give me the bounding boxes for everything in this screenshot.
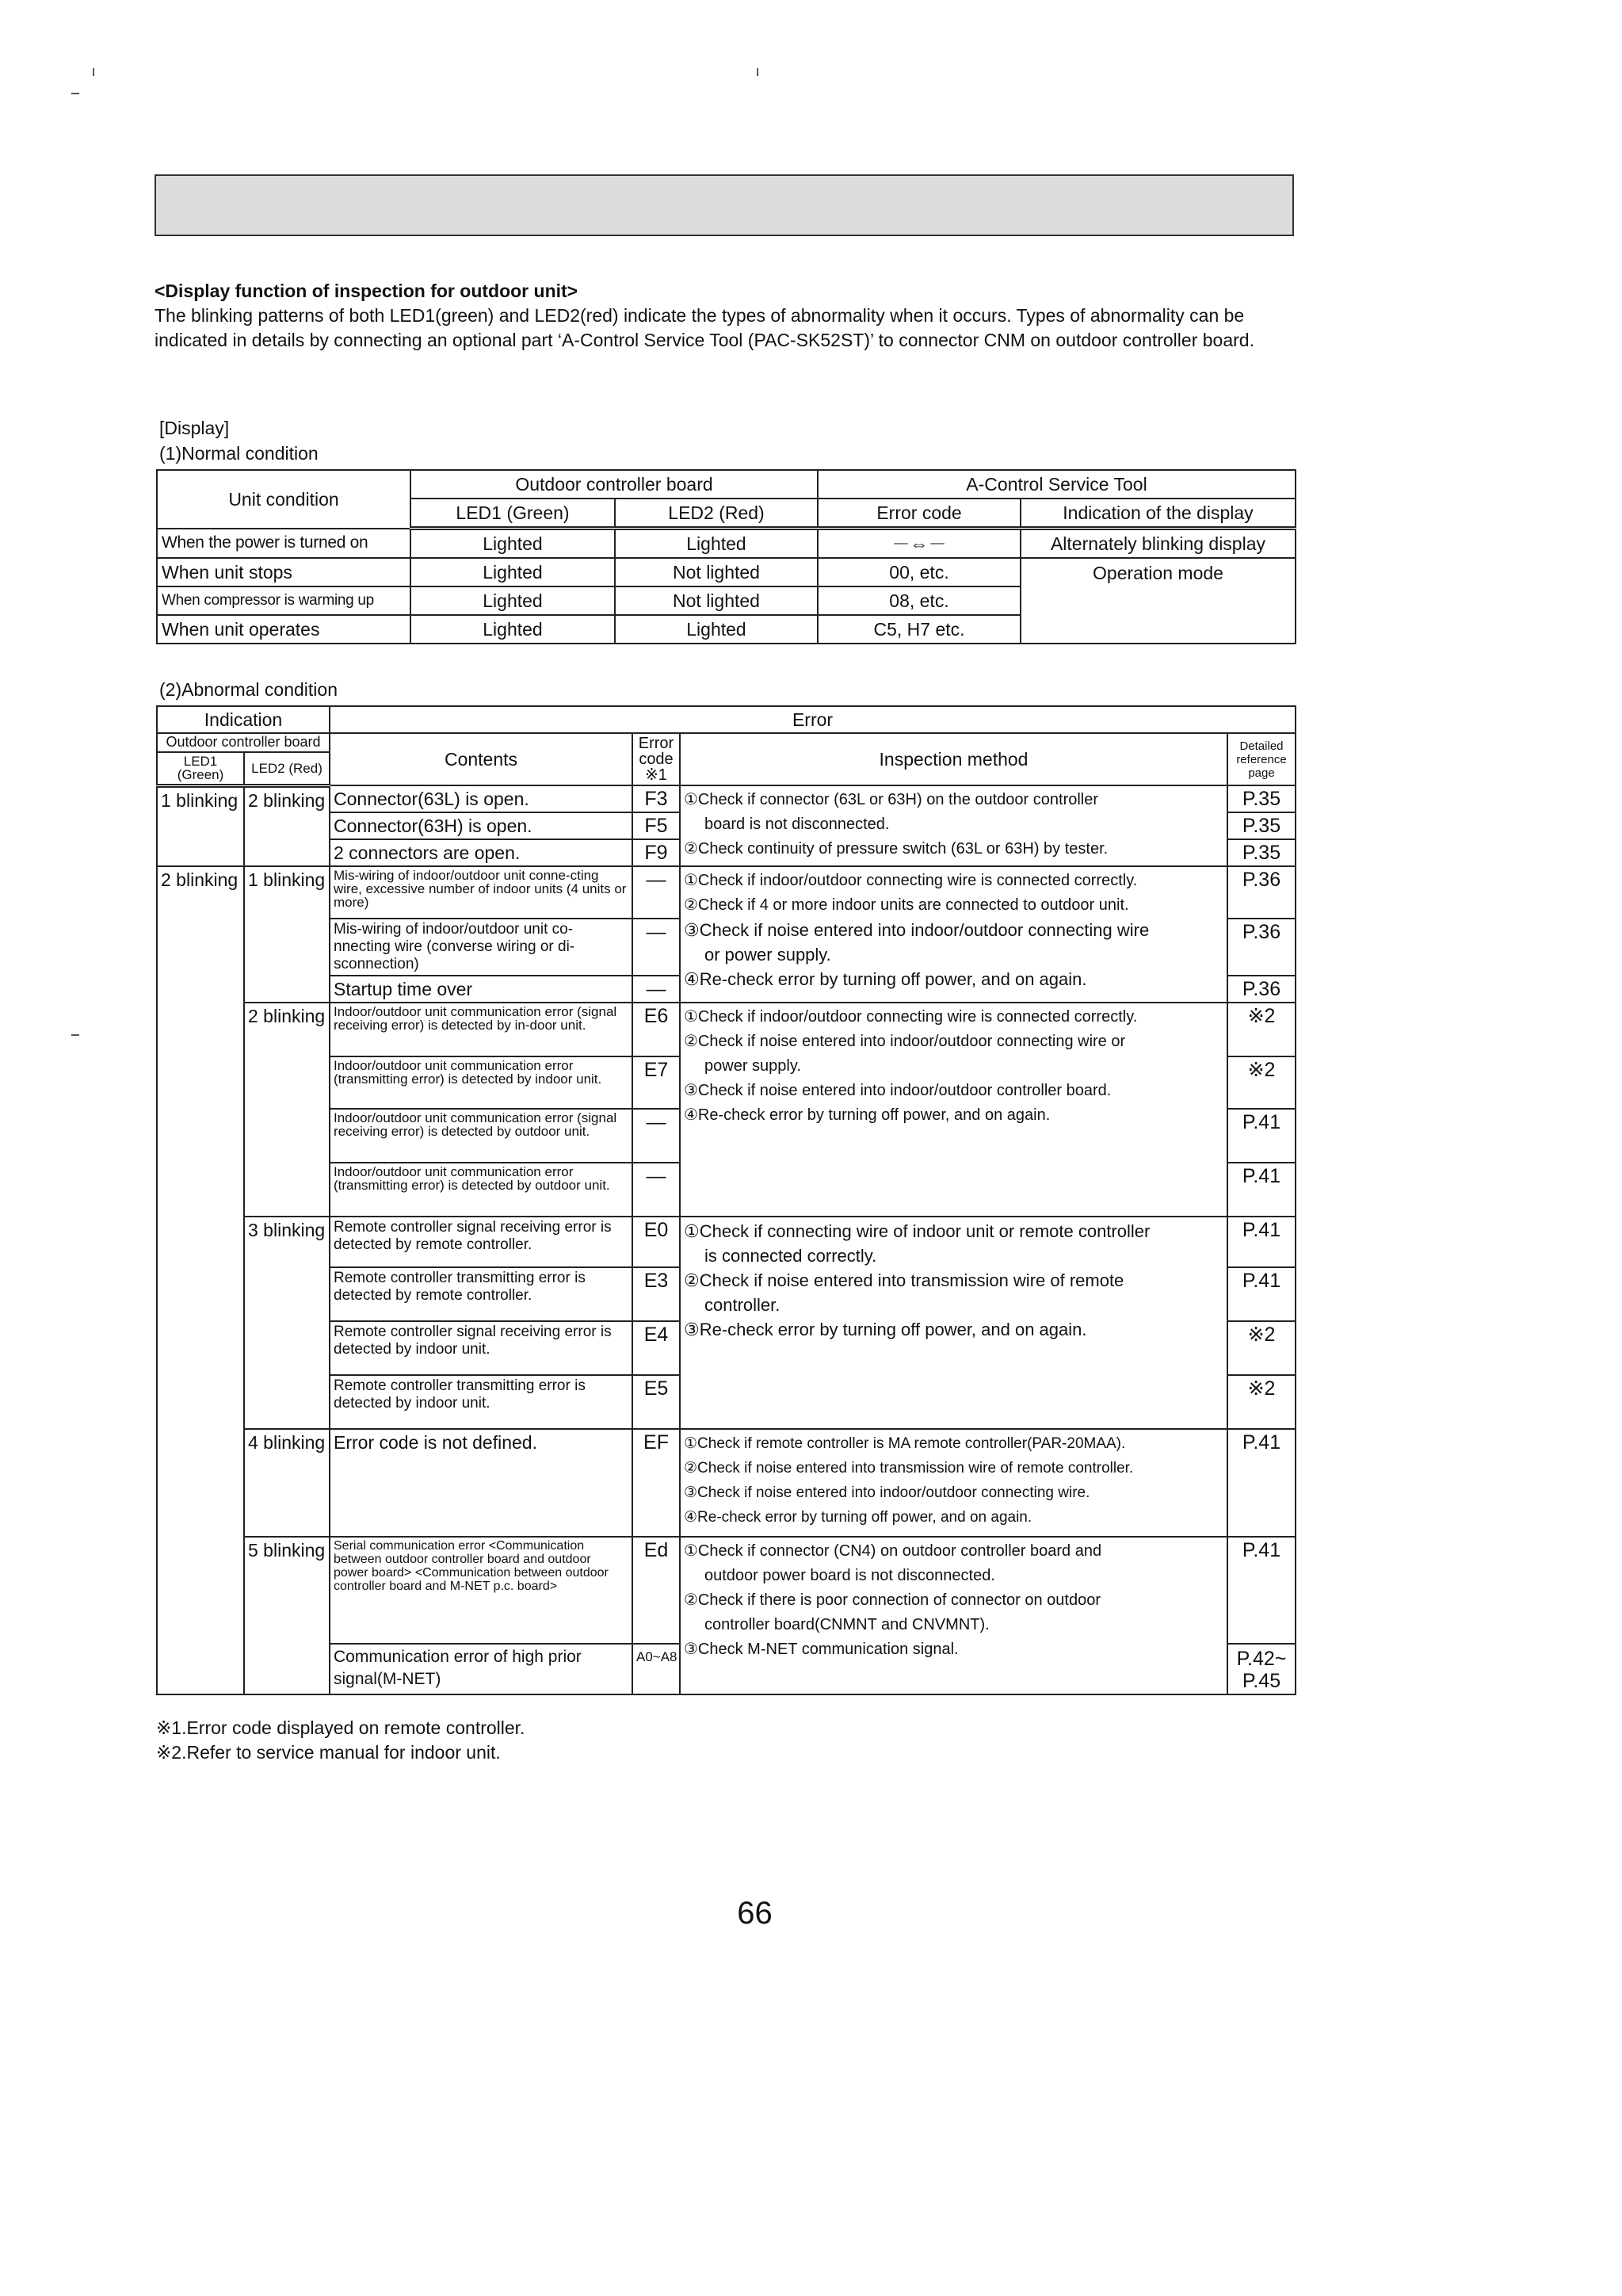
method-line: ③Check if noise entered into indoor/outdoor controller board. [684, 1082, 1112, 1099]
reference-cell: P.41 [1227, 1537, 1296, 1644]
reference-cell: P.41 [1227, 1217, 1296, 1267]
footnote-2: ※2.Refer to service manual for indoor unit. [156, 1742, 501, 1763]
method-line: ②Check if 4 or more indoor units are connected to outdoor unit. [684, 896, 1129, 914]
method-line: ③Re-check error by turning off power, and on again. [684, 1320, 1087, 1339]
header-error-code: Error code ※1 [632, 733, 680, 785]
header-board: Outdoor controller board [157, 733, 330, 752]
method-line: ①Check if connector (63L or 63H) on the outdoor controller [684, 791, 1099, 808]
header-service-tool: A-Control Service Tool [818, 470, 1296, 499]
section-header-bar [155, 174, 1294, 236]
crop-mark [93, 68, 94, 76]
error-code-cell: — [632, 976, 680, 1003]
reference-cell: P.42~ P.45 [1227, 1644, 1296, 1694]
contents-cell: Remote controller transmitting error is detected by indoor unit. [330, 1375, 632, 1429]
contents-cell: Mis-wiring of indoor/outdoor unit conne-cting wire, excessive number of indoor units (4 units or more) [330, 866, 632, 919]
reference-cell: P.41 [1227, 1109, 1296, 1163]
method-line: controller. [704, 1295, 780, 1315]
reference-cell: P.36 [1227, 976, 1296, 1003]
table-row [157, 1429, 1296, 1537]
reference-cell: P.35 [1227, 785, 1296, 812]
inspection-cell [680, 1537, 1227, 1694]
error-code-cell: E3 [632, 1267, 680, 1321]
contents-cell: Startup time over [330, 976, 632, 1003]
reference-cell: ※2 [1227, 1056, 1296, 1109]
led2-cell: 3 blinking [244, 1217, 330, 1429]
error-code-cell: A0~A8 [632, 1644, 680, 1694]
method-line: ④Re-check error by turning off power, and on again. [684, 1509, 1032, 1526]
method-line: controller board(CNMNT and CNVMNT). [704, 1616, 990, 1633]
indication-cell: Alternately blinking display [1021, 529, 1296, 559]
error-code-cell: 00, etc. [818, 558, 1021, 586]
led1-cell: Lighted [410, 615, 615, 644]
method-line: ②Check if noise entered into transmission wire of remote controller. [684, 1460, 1134, 1477]
method-line: ③Check if noise entered into indoor/outdoor connecting wire [684, 920, 1150, 940]
header-led2: LED2 (Red) [244, 752, 330, 785]
reference-cell: ※2 [1227, 1321, 1296, 1375]
method-line: outdoor power board is not disconnected. [704, 1567, 995, 1584]
led1-cell: 2 blinking [157, 866, 244, 1694]
abnormal-condition-label: (2)Abnormal condition [159, 679, 338, 700]
led1-cell: 1 blinking [157, 785, 244, 866]
intro-title: <Display function of inspection for outdoor unit> [155, 281, 578, 301]
contents-cell: Connector(63H) is open. [330, 812, 632, 839]
header-unit-condition: Unit condition [157, 470, 410, 529]
table-row [157, 1003, 1296, 1056]
table-row [157, 558, 1296, 586]
normal-condition-table [156, 469, 1296, 644]
led1-cell: Lighted [410, 586, 615, 615]
led2-cell: Not lighted [615, 558, 818, 586]
led2-cell: 5 blinking [244, 1537, 330, 1694]
method-line: ③Check M-NET communication signal. [684, 1641, 959, 1658]
error-code-cell: F9 [632, 839, 680, 866]
method-line: power supply. [704, 1057, 801, 1075]
table-row [157, 1217, 1296, 1267]
contents-cell: Error code is not defined. [330, 1429, 632, 1537]
inspection-cell [680, 1217, 1227, 1429]
error-code-cell: 08, etc. [818, 586, 1021, 615]
reference-cell: ※2 [1227, 1375, 1296, 1429]
footnotes [156, 1716, 525, 1765]
method-line: ②Check if there is poor connection of connector on outdoor [684, 1591, 1101, 1609]
header-led2: LED2 (Red) [615, 499, 818, 529]
header-indication: Indication of the display [1021, 499, 1296, 529]
error-code-cell: — [632, 919, 680, 976]
method-line: is connected correctly. [704, 1246, 877, 1266]
contents-cell: Communication error of high prior signal(M-NET) [330, 1644, 632, 1694]
method-line: ②Check if noise entered into indoor/outdoor connecting wire or [684, 1033, 1126, 1050]
led2-cell: Not lighted [615, 586, 818, 615]
led1-cell: Lighted [410, 558, 615, 586]
header-error-code: Error code [818, 499, 1021, 529]
header-contents: Contents [330, 733, 632, 785]
error-code-cell: C5, H7 etc. [818, 615, 1021, 644]
crop-mark [757, 68, 758, 76]
led2-cell: 2 blinking [244, 785, 330, 866]
led2-cell: Lighted [615, 615, 818, 644]
method-line: ④Re-check error by turning off power, and on again. [684, 969, 1087, 989]
inspection-cell [680, 1429, 1227, 1537]
display-label: [Display] [159, 418, 230, 438]
method-line: ①Check if indoor/outdoor connecting wire is connected correctly. [684, 1008, 1138, 1026]
header-led1: LED1 (Green) [157, 752, 244, 785]
led2-cell: 1 blinking [244, 866, 330, 1003]
method-line: or power supply. [704, 945, 831, 965]
error-code-cell: －⇔－ [818, 529, 1021, 559]
led2-cell: 4 blinking [244, 1429, 330, 1537]
method-line: ①Check if indoor/outdoor connecting wire is connected correctly. [684, 872, 1138, 889]
contents-cell: Remote controller transmitting error is detected by remote controller. [330, 1267, 632, 1321]
intro-paragraph: The blinking patterns of both LED1(green) and LED2(red) indicate the types of abnormality when it occurs. Types of abnormality can be indicated in details by connecting an optional part ‘A-Control Service Tool (PAC-SK52ST)’ to connector CNM on outdoor controller board. [155, 305, 1254, 350]
led2-cell: Lighted [615, 529, 818, 559]
error-code-cell: E5 [632, 1375, 680, 1429]
method-line: ③Check if noise entered into indoor/outdoor connecting wire. [684, 1484, 1090, 1501]
method-line: ②Check if noise entered into transmission wire of remote [684, 1270, 1124, 1290]
error-code-cell: — [632, 1163, 680, 1217]
method-line: ①Check if remote controller is MA remote controller(PAR-20MAA). [684, 1435, 1126, 1452]
method-line: ①Check if connector (CN4) on outdoor controller board and [684, 1542, 1102, 1560]
method-line: ④Re-check error by turning off power, and on again. [684, 1106, 1051, 1124]
indication-cell: Operation mode [1021, 558, 1296, 644]
header-outdoor-board: Outdoor controller board [410, 470, 818, 499]
led1-cell: Lighted [410, 529, 615, 559]
header-error: Error [330, 706, 1296, 733]
footnote-1: ※1.Error code displayed on remote controller. [156, 1717, 525, 1738]
inspection-cell [680, 866, 1227, 1003]
crop-mark [71, 1034, 79, 1036]
error-code-cell: E6 [632, 1003, 680, 1056]
header-indication: Indication [157, 706, 330, 733]
normal-condition-label: (1)Normal condition [159, 443, 319, 464]
contents-cell: Remote controller signal receiving error is detected by remote controller. [330, 1217, 632, 1267]
error-code-cell: E7 [632, 1056, 680, 1109]
inspection-cell [680, 1003, 1227, 1217]
error-code-cell: F5 [632, 812, 680, 839]
abnormal-condition-table [156, 705, 1296, 1695]
condition-cell: When unit operates [157, 615, 410, 644]
reference-cell: P.36 [1227, 866, 1296, 919]
table-row [157, 529, 1296, 559]
contents-cell: Mis-wiring of indoor/outdoor unit co-nnecting wire (converse wiring or di-sconnection) [330, 919, 632, 976]
condition-cell: When unit stops [157, 558, 410, 586]
page-number: 66 [737, 1896, 773, 1931]
error-code-cell: Ed [632, 1537, 680, 1644]
crop-mark [71, 93, 79, 94]
error-code-cell: EF [632, 1429, 680, 1537]
error-code-cell: E0 [632, 1217, 680, 1267]
header-reference: Detailed reference page [1227, 733, 1296, 785]
header-led1: LED1 (Green) [410, 499, 615, 529]
inspection-cell [680, 785, 1227, 866]
contents-cell: Connector(63L) is open. [330, 785, 632, 812]
reference-cell: P.41 [1227, 1429, 1296, 1537]
contents-cell: Indoor/outdoor unit communication error (signal receiving error) is detected by in-door unit. [330, 1003, 632, 1056]
reference-cell: P.41 [1227, 1267, 1296, 1321]
table-row [157, 1537, 1296, 1644]
condition-cell: When the power is turned on [157, 529, 410, 559]
reference-cell: ※2 [1227, 1003, 1296, 1056]
error-code-cell: — [632, 866, 680, 919]
method-line: board is not disconnected. [704, 816, 890, 833]
header-inspection-method: Inspection method [680, 733, 1227, 785]
table-row [157, 785, 1296, 812]
intro [155, 279, 1296, 353]
reference-cell: P.35 [1227, 839, 1296, 866]
contents-cell: Serial communication error <Communication between outdoor controller board and outdoor power board> <Communication between outdoor controller board and M-NET p.c. board> [330, 1537, 632, 1644]
error-code-cell: F3 [632, 785, 680, 812]
condition-cell: When compressor is warming up [157, 586, 410, 615]
reference-cell: P.35 [1227, 812, 1296, 839]
error-code-cell: — [632, 1109, 680, 1163]
method-line: ②Check continuity of pressure switch (63L or 63H) by tester. [684, 840, 1109, 858]
led2-cell: 2 blinking [244, 1003, 330, 1217]
contents-cell: Remote controller signal receiving error is detected by indoor unit. [330, 1321, 632, 1375]
reference-cell: P.36 [1227, 919, 1296, 976]
contents-cell: 2 connectors are open. [330, 839, 632, 866]
contents-cell: Indoor/outdoor unit communication error (transmitting error) is detected by indoor unit. [330, 1056, 632, 1109]
error-code-cell: E4 [632, 1321, 680, 1375]
contents-cell: Indoor/outdoor unit communication error (signal receiving error) is detected by outdoor unit. [330, 1109, 632, 1163]
method-line: ①Check if connecting wire of indoor unit or remote controller [684, 1221, 1151, 1241]
table-row [157, 866, 1296, 919]
reference-cell: P.41 [1227, 1163, 1296, 1217]
contents-cell: Indoor/outdoor unit communication error (transmitting error) is detected by outdoor unit. [330, 1163, 632, 1217]
